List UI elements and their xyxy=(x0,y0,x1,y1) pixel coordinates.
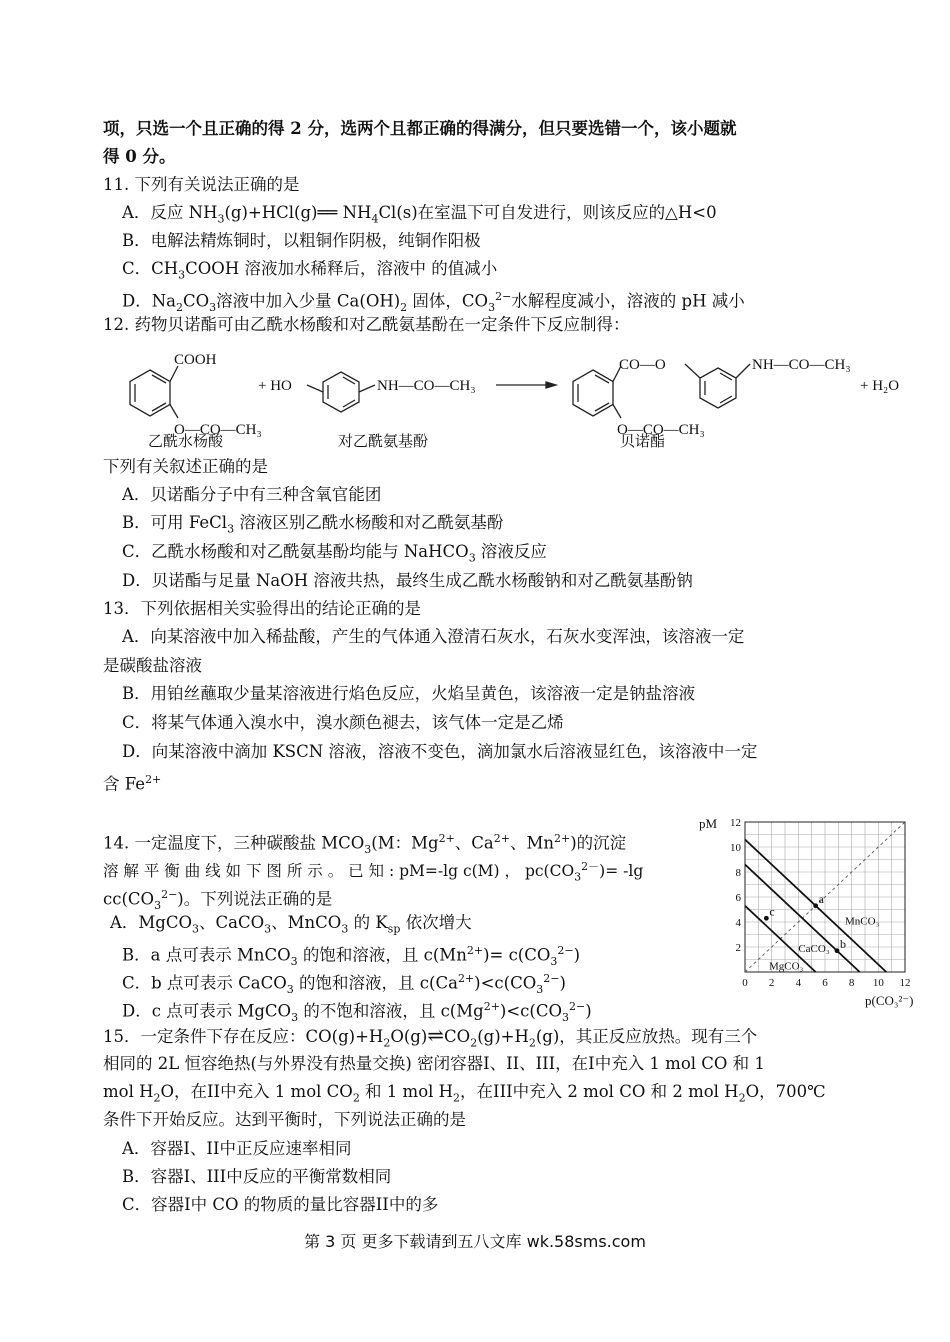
y-tick-label: 10 xyxy=(730,842,741,854)
x-axis-label: p(CO₃²⁻) xyxy=(865,993,914,1008)
q13-option-b: B．用铂丝蘸取少量某溶液进行焰色反应，火焰呈黄色，该溶液一定是钠盐溶液 xyxy=(122,684,696,703)
ester-label-1: O—CO—CH₃ xyxy=(174,422,262,438)
label-aspirin: 乙酰水杨酸 xyxy=(148,434,224,450)
q14-stem-1: 14. 一定温度下，三种碳酸盐 $MCO_3(M$：$Mg^{2+}$、$Ca^{2+}$、$Mn^{2+}$)的沉淀 xyxy=(103,832,627,856)
y-tick-label: 2 xyxy=(735,942,741,954)
q15-stem-3: mol $H_2O$，在II中充入 1 mol $CO_2$ 和 1 mol $H_2$，在III中充入 2 mol CO 和 2 mol $H_2O$，700℃ xyxy=(103,1082,826,1105)
q12-option-d: D．贝诺酯与足量 NaOH 溶液共热，最终生成乙酰水杨酸钠和对乙酰氨基酚钠 xyxy=(122,571,693,590)
q15-stem-4: 条件下开始反应。达到平衡时，下列说法正确的是 xyxy=(103,1110,466,1129)
q12-option-b: B．可用 FeCl$_3$ 溶液区别乙酰水杨酸和对乙酰氨基酚 xyxy=(122,513,504,536)
plus-hydroxy-label: + HO xyxy=(258,378,292,394)
cooh-label: COOH xyxy=(174,352,217,368)
point-label-b: b xyxy=(840,936,846,951)
y-tick-label: 4 xyxy=(735,917,741,929)
q11-option-a: A．反应 $NH_3(g)+HCl(g)══$ $NH_4Cl(s)$在室温下可自发进行，则该反应的△H<0 xyxy=(122,203,717,226)
q11-option-c: C．$CH_3COOH$ 溶液加水稀释后，溶液中 的值减小 xyxy=(122,259,498,282)
q12-stem: 12. 药物贝诺酯可由乙酰水杨酸和对乙酰氨基酚在一定条件下反应制得： xyxy=(103,315,630,334)
x-tick-label: 10 xyxy=(872,977,884,989)
series-label-0: MgCO₃ xyxy=(769,960,804,973)
q15-option-b: B．容器I、III中反应的平衡常数相同 xyxy=(122,1167,392,1186)
q14-option-d: D．c 点可表示 MgCO$_3$ 的不饱和溶液，且 $c(Mg^{2+})<c(CO_3^{2-})$ xyxy=(122,1000,592,1024)
q15-option-a: A．容器I、II中正反应速率相同 xyxy=(122,1139,352,1158)
point-label-c: c xyxy=(769,904,775,919)
q11-option-b: B．电解法精炼铜时，以粗铜作阴极，纯铜作阳极 xyxy=(122,231,481,250)
q14-stem-3: $cc(CO_3^{2-})$。下列说法正确的是 xyxy=(103,888,333,912)
x-tick-label: 0 xyxy=(742,977,748,989)
water-label: + H₂O xyxy=(860,378,900,394)
solubility-chart xyxy=(695,810,920,1010)
series-label-2: MnCO₃ xyxy=(845,915,880,928)
point-b xyxy=(835,948,840,953)
q15-stem-2: 相同的 2L 恒容绝热(与外界没有热量交换) 密闭容器I、II、III，在I中充入 1 mol CO 和 1 xyxy=(103,1054,765,1073)
q12-sub-stem: 下列有关叙述正确的是 xyxy=(103,457,268,476)
x-tick-label: 12 xyxy=(899,977,911,989)
q14-stem-2: 溶 解 平 衡 曲 线 如 下 图 所 示 。 已 知 : pM=-lg c(M) ， $pc(CO_3^{2-})= -\lg$ xyxy=(103,860,644,884)
q13-option-a-cont: 是碳酸盐溶液 xyxy=(103,656,202,675)
q11-option-d: D．$Na_2CO_3$溶液中加入少量 $Ca(OH)_2$ 固体，$CO_3^{2-}$水解程度减小，溶液的 pH 减小 xyxy=(122,290,745,314)
q14-option-a: A．MgCO$_3$、CaCO$_3$、MnCO$_3$ 的 $K_{sp}$ 依次增大 xyxy=(110,913,472,936)
q14-option-b: B．a 点可表示 MnCO$_3$ 的饱和溶液，且 $c(Mn^{2+})= c(CO_3^{2-})$ xyxy=(122,944,581,968)
point-a xyxy=(813,903,818,908)
label-benorilate: 贝诺酯 xyxy=(620,434,666,450)
benorilate-ester-label: CO—O xyxy=(619,357,666,373)
q13-option-d: D．向某溶液中滴加 KSCN 溶液，溶液不变色，滴加氯水后溶液显红色，该溶液中一定 xyxy=(122,742,758,761)
q13-option-a: A．向某溶液中加入稀盐酸，产生的气体通入澄清石灰水，石灰水变浑浊，该溶液一定 xyxy=(122,627,745,646)
benorilate-acetamido-label: NH—CO—CH₃ xyxy=(752,357,851,373)
instructions-line-1: 项，只选一个且正确的得 2 分，选两个且都正确的得满分，但只要选错一个，该小题就 xyxy=(103,119,737,138)
q14-option-c: C．b 点可表示 CaCO$_3$ 的饱和溶液，且 $c(Ca^{2+})<c(CO_3^{2-})$ xyxy=(122,972,566,996)
q13-stem: 13．下列依据相关实验得出的结论正确的是 xyxy=(103,599,421,618)
y-axis-label: pM xyxy=(699,816,718,831)
q12-option-c: C．乙酰水杨酸和对乙酰氨基酚均能与 NaHCO$_3$ 溶液反应 xyxy=(122,542,547,565)
label-paracetamol: 对乙酰氨基酚 xyxy=(338,434,429,450)
y-tick-label: 12 xyxy=(730,817,741,829)
y-tick-label: 6 xyxy=(735,892,741,904)
acetamido-label: NH—CO—CH₃ xyxy=(377,378,476,394)
ester-label-2: O—CO—CH₃ xyxy=(617,422,705,438)
y-tick-label: 8 xyxy=(735,867,741,879)
q13-option-c: C．将某气体通入溴水中，溴水颜色褪去，该气体一定是乙烯 xyxy=(122,713,564,732)
series-label-1: CaCO₃ xyxy=(798,943,830,955)
x-tick-label: 2 xyxy=(768,977,775,989)
point-label-a: a xyxy=(818,891,824,906)
x-tick-label: 6 xyxy=(822,977,828,989)
point-c xyxy=(764,916,769,921)
q12-option-a: A．贝诺酯分子中有三种含氧官能团 xyxy=(122,485,382,504)
q11-stem: 11. 下列有关说法正确的是 xyxy=(103,175,300,194)
page-footer: 第 3 页 更多下载请到五八文库 wk.58sms.com xyxy=(304,1232,646,1251)
q15-stem-1: 15．一定条件下存在反应：$CO(g)+H_2O(g)\rightleftharpoons CO_2(g)+H_2(g)$，其正反应放热。现有三个 xyxy=(103,1023,758,1050)
reaction-diagram xyxy=(100,342,920,458)
q13-option-d-cont: 含 $Fe^{2+}$ xyxy=(103,773,162,794)
instructions-line-2: 得 0 分。 xyxy=(103,147,176,166)
x-tick-label: 4 xyxy=(795,977,802,989)
x-tick-label: 8 xyxy=(848,977,855,989)
q15-option-c: C．容器I中 CO 的物质的量比容器II中的多 xyxy=(122,1195,439,1214)
